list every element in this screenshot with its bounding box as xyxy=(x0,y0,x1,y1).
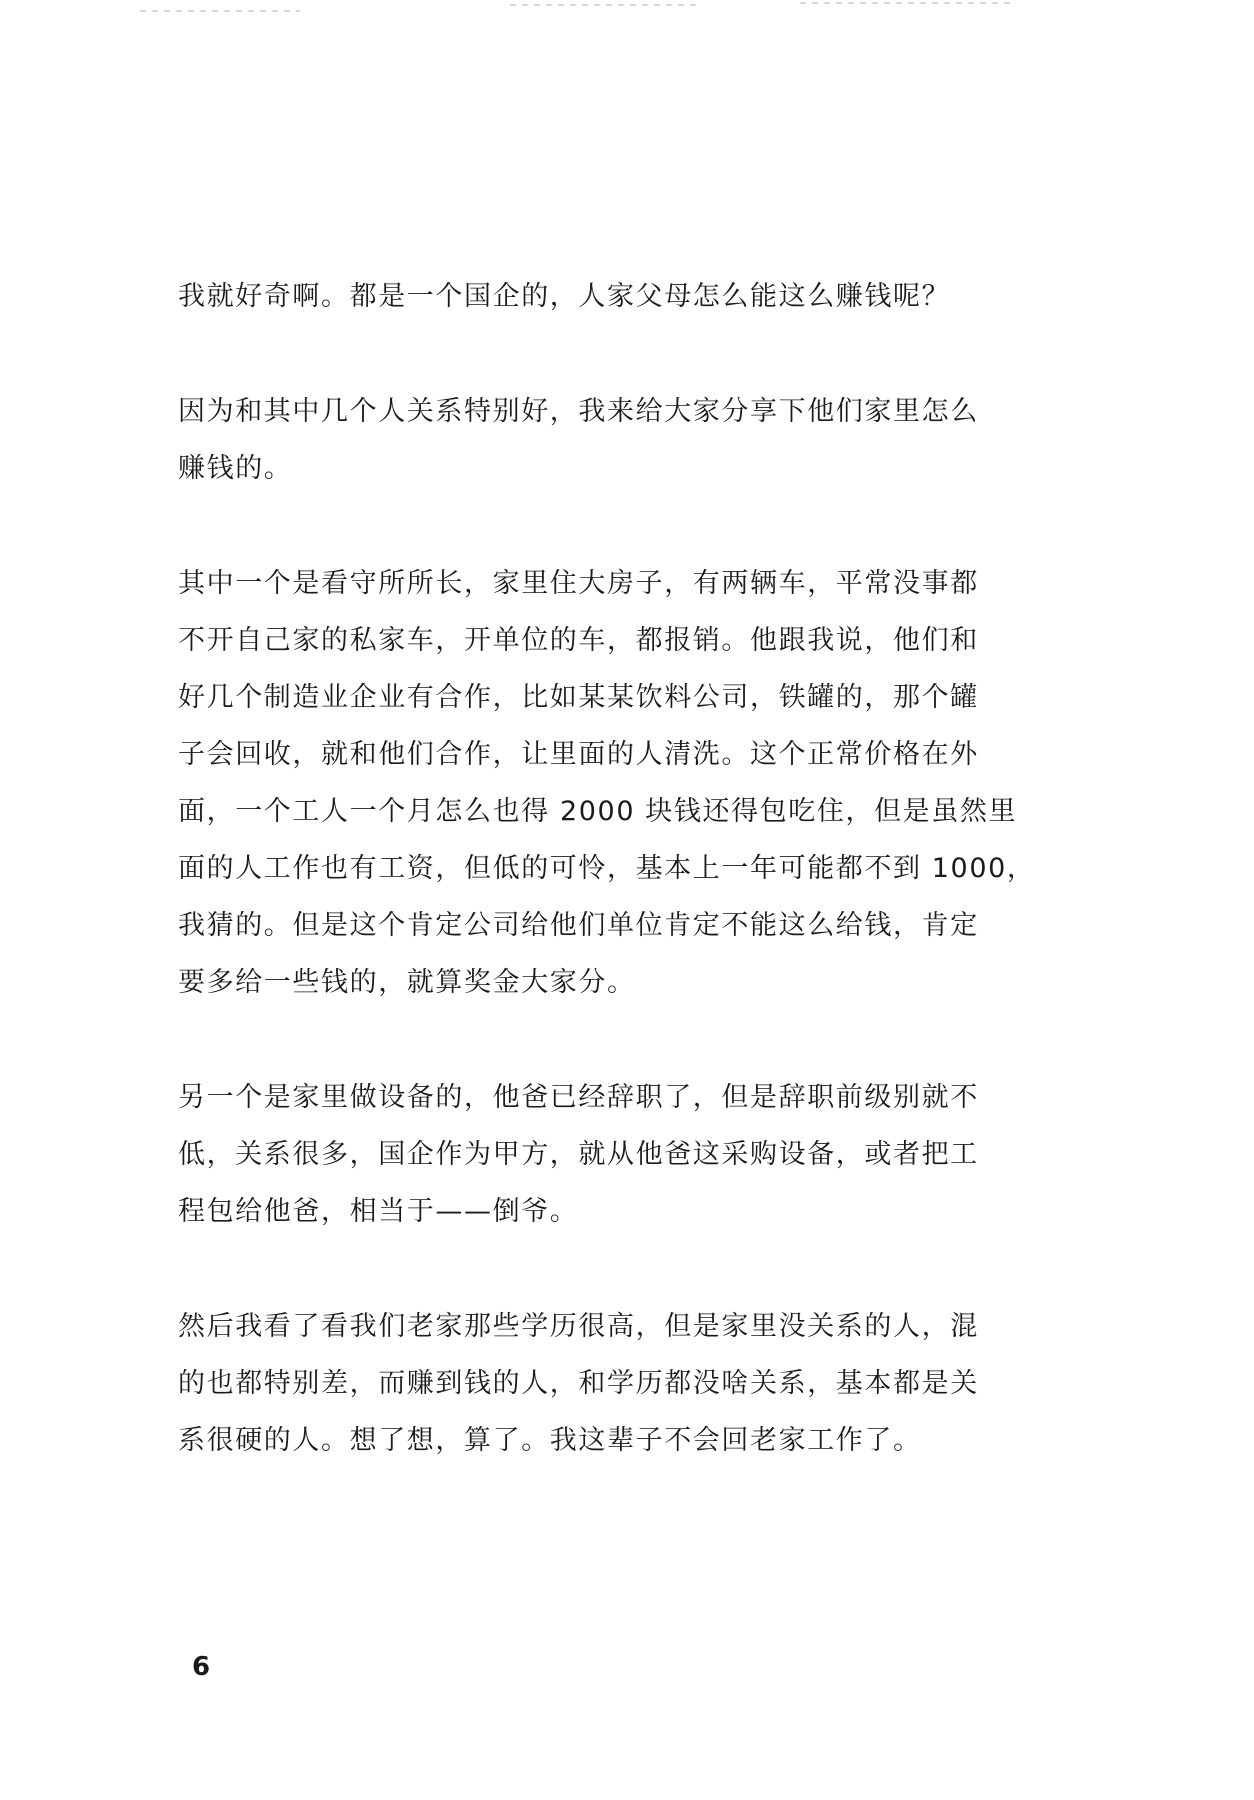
text-line: 要多给一些钱的，就算奖金大家分。 xyxy=(178,967,636,998)
scan-artifact-left xyxy=(140,10,300,12)
text-line: 然后我看了看我们老家那些学历很高，但是家里没关系的人，混 xyxy=(178,1311,979,1342)
paragraph xyxy=(178,1298,1038,1469)
text-line: 系很硬的人。想了想，算了。我这辈子不会回老家工作了。 xyxy=(178,1425,922,1456)
text-line: 面，一个工人一个月怎么也得 2000 块钱还得包吃住，但是虽然里 xyxy=(178,796,1018,827)
text-line: 子会回收，就和他们合作，让里面的人清洗。这个正常价格在外 xyxy=(178,739,979,770)
text-line: 因为和其中几个人关系特别好，我来给大家分享下他们家里怎么 xyxy=(178,396,979,427)
text-line: 我就好奇啊。都是一个国企的，人家父母怎么能这么赚钱呢？ xyxy=(178,281,951,312)
paragraph xyxy=(178,555,1038,1011)
scan-artifact-right xyxy=(800,2,1010,4)
paragraph xyxy=(178,1069,1038,1240)
document-body xyxy=(178,268,1038,1527)
paragraph xyxy=(178,383,1038,497)
text-line: 好几个制造业企业有合作，比如某某饮料公司，铁罐的，那个罐 xyxy=(178,682,979,713)
text-line: 低，关系很多，国企作为甲方，就从他爸这采购设备，或者把工 xyxy=(178,1139,979,1170)
paragraph xyxy=(178,268,1038,325)
scan-artifact-center xyxy=(510,4,700,6)
text-line: 的也都特别差，而赚到钱的人，和学历都没啥关系，基本都是关 xyxy=(178,1368,979,1399)
text-line: 面的人工作也有工资，但低的可怜，基本上一年可能都不到 1000， xyxy=(178,853,1036,884)
text-line: 不开自己家的私家车，开单位的车，都报销。他跟我说，他们和 xyxy=(178,625,979,656)
text-line: 其中一个是看守所所长，家里住大房子，有两辆车，平常没事都 xyxy=(178,568,979,599)
text-line: 另一个是家里做设备的，他爸已经辞职了，但是辞职前级别就不 xyxy=(178,1082,979,1113)
page-number: 6 xyxy=(192,1652,211,1682)
text-line: 我猜的。但是这个肯定公司给他们单位肯定不能这么给钱，肯定 xyxy=(178,910,979,941)
text-line: 赚钱的。 xyxy=(178,453,293,484)
text-line: 程包给他爸，相当于——倒爷。 xyxy=(178,1196,579,1227)
